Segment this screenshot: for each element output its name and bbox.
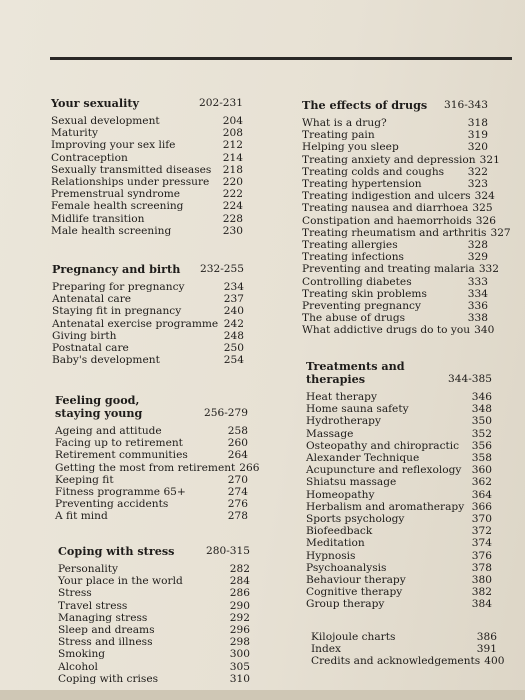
toc-entry	[58, 636, 250, 648]
section-title	[302, 99, 488, 112]
toc-entry-page: 290	[229, 599, 250, 612]
toc-entry-label: Cognitive therapy	[306, 586, 403, 599]
toc-entry	[302, 263, 500, 276]
section-title-line: Pregnancy and birth	[52, 262, 181, 276]
toc-entry-page: 258	[227, 425, 248, 437]
toc-entry-label: Biofeedback	[306, 525, 373, 538]
section-title	[306, 360, 492, 386]
toc-entry-page: 296	[229, 624, 250, 637]
toc-entry-page: 276	[227, 498, 248, 511]
toc-entry-page: 362	[471, 476, 492, 489]
toc-entry	[55, 449, 248, 461]
toc-entry-page: 270	[227, 473, 248, 486]
toc-entry-label: Stress and illness	[58, 636, 153, 649]
toc-entry-page: 348	[471, 403, 492, 416]
toc-entry-page: 240	[223, 305, 244, 318]
toc-entry	[302, 214, 496, 227]
toc-entry	[306, 501, 492, 513]
toc-entry-label: Homeopathy	[306, 488, 375, 501]
toc-entry	[51, 225, 243, 237]
toc-entry-page: 386	[476, 631, 497, 643]
toc-entry-label: Ageing and attitude	[55, 425, 162, 437]
toc-entry-page: 328	[467, 239, 488, 252]
toc-entry-label: Herbalism and aromatherapy	[306, 500, 465, 513]
toc-entry-label: Treating allergies	[302, 239, 398, 252]
toc-entry-page: 286	[229, 587, 250, 600]
toc-entry-page: 350	[471, 415, 492, 428]
toc-entry	[306, 415, 492, 427]
toc-entry	[306, 452, 492, 464]
toc-entry	[306, 391, 492, 403]
toc-entry-label: Managing stress	[58, 611, 148, 624]
toc-entry-page: 380	[471, 574, 492, 587]
toc-entry-page: 322	[467, 165, 488, 178]
toc-entry-page: 336	[467, 300, 488, 313]
toc-entry-label: What is a drug?	[302, 117, 387, 129]
toc-entry	[302, 190, 495, 203]
toc-entry-page: 222	[222, 188, 243, 201]
toc-entry	[55, 461, 260, 474]
toc-entry	[55, 510, 248, 522]
toc-entry-page: 292	[229, 611, 250, 624]
toc-entry-label: Home sauna safety	[306, 403, 409, 416]
toc-entry-label: Shiatsu massage	[306, 476, 397, 489]
toc-entry-page: 282	[229, 563, 250, 575]
toc-entry-page: 254	[223, 354, 244, 367]
toc-entry	[306, 562, 492, 574]
toc-entry	[306, 403, 492, 415]
toc-entry	[58, 648, 250, 660]
toc-entry-page: 234	[223, 281, 244, 293]
toc-entry	[306, 428, 492, 440]
toc-entry-page: 319	[467, 129, 488, 142]
toc-entry-label: Heat therapy	[306, 391, 377, 403]
toc-entry	[302, 276, 488, 288]
section-title-line: staying young	[55, 406, 143, 420]
toc-entry	[52, 330, 244, 342]
toc-entry-page: 358	[471, 452, 492, 465]
section-title-line: The effects of drugs	[302, 98, 428, 112]
section-title	[51, 97, 243, 110]
toc-entry	[58, 673, 250, 685]
toc-entry	[306, 440, 492, 452]
toc-entry	[51, 164, 243, 176]
toc-entry-label: Behaviour therapy	[306, 574, 406, 587]
section-page-range: 202-231	[198, 97, 243, 109]
toc-entry	[302, 288, 488, 300]
toc-entry-label: Hypnosis	[306, 549, 356, 562]
toc-entry-page: 230	[222, 224, 243, 237]
toc-entry-page: 242	[223, 317, 244, 330]
toc-entry-label: Getting the most from retirement	[55, 461, 236, 474]
section-page-range: 316-343	[443, 99, 488, 111]
toc-entry-label: Contraception	[51, 151, 128, 164]
toc-entry	[306, 598, 492, 610]
toc-entry-label: Preventing pregnancy	[302, 300, 421, 313]
toc-entry-page: 384	[471, 598, 492, 611]
toc-entry-page: 370	[471, 513, 492, 526]
toc-entry-page: 324	[474, 190, 495, 203]
toc-entry-label: Alexander Technique	[306, 452, 420, 465]
toc-entry-page: 329	[467, 251, 488, 264]
toc-entry-page: 333	[467, 275, 488, 288]
section-title	[52, 263, 244, 276]
toc-entry-page: 372	[471, 525, 492, 538]
toc-entry	[302, 166, 488, 178]
toc-entry-label: Improving your sex life	[51, 139, 176, 152]
toc-entry-label: Treating colds and coughs	[302, 165, 445, 178]
toc-entry-label: Your place in the world	[58, 575, 183, 588]
toc-entry-page: 310	[229, 672, 250, 685]
toc-entry-page: 364	[471, 488, 492, 501]
toc-entry-page: 338	[467, 312, 488, 325]
toc-entry-label: Travel stress	[58, 599, 128, 612]
toc-entry-page: 260	[227, 437, 248, 450]
toc-entry-label: Controlling diabetes	[302, 275, 412, 288]
toc-entry	[311, 655, 505, 668]
toc-entry	[311, 631, 497, 643]
toc-entry-label: Male health screening	[51, 224, 172, 237]
toc-entry	[302, 226, 511, 239]
toc-entry-page: 346	[471, 391, 492, 403]
toc-entry-page: 300	[229, 648, 250, 661]
toc-entry-label: Treating rheumatism and arthritis	[302, 226, 487, 239]
toc-entry	[52, 342, 244, 354]
toc-entry-page: 325	[472, 202, 493, 215]
toc-entry-page: 278	[227, 510, 248, 523]
toc-entry-label: Treating pain	[302, 129, 375, 142]
toc-entry-page: 218	[222, 163, 243, 176]
toc-entry	[306, 464, 492, 476]
section-title-line: Your sexuality	[51, 96, 140, 110]
toc-entry-label: Treating nausea and diarrhoea	[302, 202, 469, 215]
toc-entry	[306, 537, 492, 549]
toc-entry-page: 208	[222, 127, 243, 140]
toc-entry	[55, 486, 248, 498]
section-page-range: 256-279	[203, 407, 248, 419]
section-effects-of-drugs	[302, 98, 511, 337]
toc-entry-label: Facing up to retirement	[55, 437, 183, 450]
toc-entry-page: 382	[471, 586, 492, 599]
toc-entry	[306, 476, 492, 488]
toc-entry-label: Kilojoule charts	[311, 631, 396, 643]
toc-entry	[58, 563, 250, 575]
toc-entry	[51, 152, 243, 164]
toc-entry	[55, 437, 248, 449]
section-back-matter	[311, 631, 505, 668]
toc-entry-page: 378	[471, 561, 492, 574]
toc-entry-label: Meditation	[306, 537, 365, 550]
toc-entry-label: Group therapy	[306, 598, 385, 611]
toc-entry-label: Treating skin problems	[302, 287, 427, 300]
toc-entry-label: Alcohol	[58, 660, 98, 673]
toc-entry-label: Treating anxiety and depression	[302, 153, 476, 166]
toc-entry-label: Baby's development	[52, 354, 160, 367]
toc-entry-page: 332	[478, 263, 500, 276]
toc-entry	[58, 661, 250, 673]
section-your-sexuality	[51, 97, 243, 237]
toc-entry-page: 391	[476, 643, 497, 656]
toc-entry	[302, 178, 488, 190]
toc-entry	[306, 489, 492, 501]
toc-entry	[302, 251, 488, 263]
toc-entry-page: 376	[471, 549, 492, 562]
toc-entry-label: Index	[311, 643, 342, 656]
toc-entry	[55, 498, 248, 510]
page-bottom-edge	[0, 690, 525, 700]
section-title-line: Feeling good,	[55, 393, 140, 407]
toc-entry	[302, 117, 488, 129]
toc-entry-page: 340	[474, 324, 495, 337]
toc-entry-page: 366	[471, 500, 492, 513]
section-title	[55, 394, 248, 420]
toc-entry	[302, 141, 488, 153]
toc-entry	[302, 324, 495, 337]
toc-entry	[52, 354, 244, 366]
section-title-line: Treatments and	[306, 359, 405, 373]
toc-entry	[58, 575, 250, 587]
toc-entry-label: Treating hypertension	[302, 178, 422, 191]
toc-entry-page: 204	[222, 115, 243, 127]
toc-entry	[51, 213, 243, 225]
toc-entry	[51, 200, 243, 212]
toc-entry-page: 305	[229, 660, 250, 673]
toc-entry-page: 220	[222, 176, 243, 189]
toc-entry-page: 284	[229, 575, 250, 588]
toc-entry	[306, 513, 492, 525]
toc-entry	[306, 525, 492, 537]
toc-entry-label: Antenatal care	[52, 293, 132, 306]
toc-entry	[58, 587, 250, 599]
toc-entry	[302, 153, 500, 166]
toc-entry-page: 228	[222, 212, 243, 225]
toc-entry-label: Preventing and treating malaria	[302, 263, 475, 276]
toc-entry	[306, 550, 492, 562]
toc-entry	[55, 425, 248, 437]
toc-entry-label: Staying fit in pregnancy	[52, 305, 182, 318]
toc-entry	[58, 612, 250, 624]
toc-entry	[302, 239, 488, 251]
toc-entry-page: 264	[227, 449, 248, 462]
toc-entry-page: 250	[223, 342, 244, 355]
toc-entry-page: 326	[475, 214, 496, 227]
toc-entry-label: Relationships under pressure	[51, 176, 210, 189]
toc-entry-page: 274	[227, 486, 248, 499]
toc-entry	[306, 574, 492, 586]
toc-entry-page: 266	[239, 461, 260, 474]
toc-entry-label: Psychoanalysis	[306, 561, 387, 574]
toc-entry-label: Postnatal care	[52, 342, 129, 355]
toc-entry	[52, 318, 244, 330]
toc-entry-label: Retirement communities	[55, 449, 188, 462]
toc-entry-label: Maturity	[51, 127, 98, 140]
toc-entry-label: Female health screening	[51, 200, 184, 213]
section-treatments-and-therapies	[306, 360, 492, 611]
section-title-line: Coping with stress	[58, 544, 175, 558]
section-feeling-good	[55, 393, 260, 523]
toc-entry	[51, 188, 243, 200]
toc-entry-label: Smoking	[58, 648, 106, 661]
toc-entry-page: 321	[479, 153, 500, 166]
toc-entry-label: Keeping fit	[55, 473, 114, 486]
section-page-range: 280-315	[205, 545, 250, 557]
toc-entry	[52, 281, 244, 293]
toc-entry-page: 360	[471, 464, 492, 477]
toc-entry-label: Personality	[58, 563, 118, 575]
toc-entry-label: Massage	[306, 427, 354, 440]
toc-entry	[58, 624, 250, 636]
toc-entry-page: 320	[467, 141, 488, 154]
toc-entry-label: The abuse of drugs	[302, 312, 406, 325]
toc-entry-page: 318	[467, 117, 488, 129]
toc-entry-page: 212	[222, 139, 243, 152]
toc-entry-label: Stress	[58, 587, 92, 600]
toc-entry	[52, 305, 244, 317]
toc-entry-label: Osteopathy and chiropractic	[306, 439, 460, 452]
toc-entry-label: Fitness programme 65+	[55, 486, 186, 499]
toc-entry-page: 224	[222, 200, 243, 213]
toc-entry	[58, 600, 250, 612]
toc-entry-page: 400	[484, 655, 505, 668]
toc-entry	[306, 586, 492, 598]
section-title	[58, 545, 250, 558]
toc-entry-label: Premenstrual syndrome	[51, 188, 181, 201]
toc-entry-page: 323	[467, 178, 488, 191]
toc-entry-page: 248	[223, 329, 244, 342]
toc-entry-label: Antenatal exercise programme	[52, 317, 219, 330]
toc-entry	[51, 127, 243, 139]
toc-entry	[311, 643, 497, 655]
toc-entry-label: Constipation and haemorrhoids	[302, 214, 472, 227]
toc-entry-page: 214	[222, 151, 243, 164]
toc-entry-label: A fit mind	[55, 510, 108, 523]
top-rule	[50, 57, 512, 60]
toc-entry-label: Sexual development	[51, 115, 160, 127]
toc-entry-label: Midlife transition	[51, 212, 145, 225]
toc-entry-page: 298	[229, 636, 250, 649]
toc-entry-label: Hydrotherapy	[306, 415, 381, 428]
section-pregnancy-and-birth	[52, 263, 244, 366]
toc-entry-label: Treating indigestion and ulcers	[302, 190, 471, 203]
toc-entry	[302, 202, 493, 215]
toc-entry	[55, 474, 248, 486]
toc-entry-label: Helping you sleep	[302, 141, 399, 154]
toc-entry	[302, 300, 488, 312]
toc-entry-page: 352	[471, 427, 492, 440]
toc-entry-page: 334	[467, 287, 488, 300]
toc-entry-label: Treating infections	[302, 251, 404, 264]
toc-entry-label: Preparing for pregnancy	[52, 281, 185, 293]
toc-entry-label: What addictive drugs do to you	[302, 324, 471, 337]
toc-entry-label: Giving birth	[52, 329, 117, 342]
toc-entry-label: Credits and acknowledgements	[311, 655, 481, 668]
toc-entry-page: 237	[223, 293, 244, 306]
toc-entry-label: Sexually transmitted diseases	[51, 163, 212, 176]
toc-entry-page: 374	[471, 537, 492, 550]
toc-entry	[51, 115, 243, 127]
section-coping-with-stress	[58, 545, 250, 685]
section-page-range: 344-385	[447, 373, 492, 385]
section-title-line: therapies	[306, 372, 366, 386]
toc-entry-label: Preventing accidents	[55, 498, 169, 511]
toc-entry	[52, 293, 244, 305]
toc-entry-label: Acupuncture and reflexology	[306, 464, 462, 477]
toc-entry	[51, 176, 243, 188]
toc-entry-label: Coping with crises	[58, 672, 159, 685]
toc-entry-label: Sports psychology	[306, 513, 405, 526]
toc-entry-page: 356	[471, 439, 492, 452]
toc-entry	[302, 129, 488, 141]
toc-entry-label: Sleep and dreams	[58, 624, 155, 637]
toc-entry	[302, 312, 488, 324]
section-page-range: 232-255	[199, 263, 244, 275]
toc-entry	[51, 139, 243, 151]
toc-entry-page: 327	[490, 226, 511, 239]
